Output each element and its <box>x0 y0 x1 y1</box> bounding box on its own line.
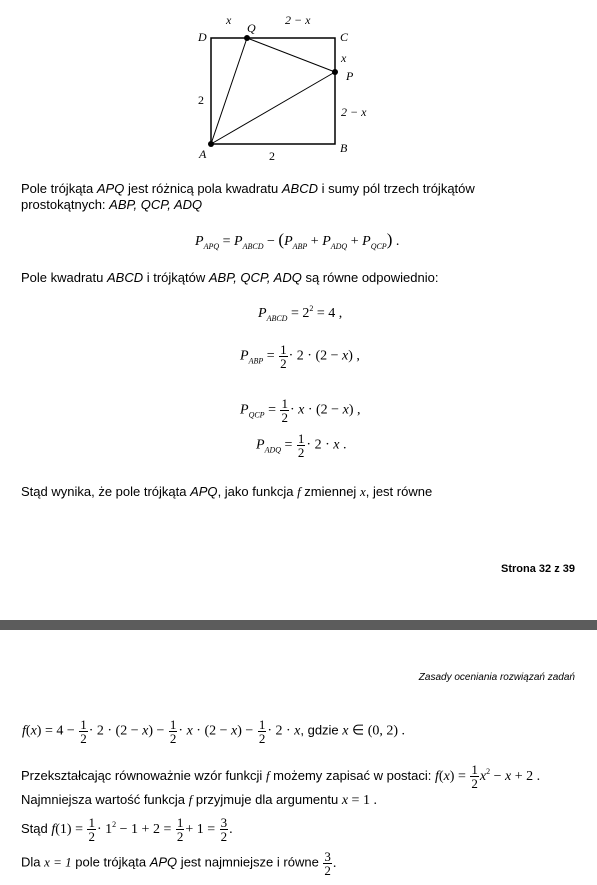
variable-value: x = 1 <box>44 854 72 870</box>
text: jest różnicą pola kwadratu <box>124 181 282 196</box>
vertex-c-label: C <box>340 30 349 44</box>
text: i trójkątów <box>143 270 209 285</box>
triangle-names: ABP, QCP, ADQ <box>208 270 302 285</box>
label-cp: x <box>341 51 347 65</box>
paragraph-function-intro <box>21 484 432 500</box>
page-header-title: Zasady oceniania rozwiązań zadań <box>418 672 575 683</box>
vertex-a-label: A <box>199 147 207 161</box>
paragraph-conclusion <box>21 850 336 877</box>
text: są równe odpowiednio: <box>301 270 439 285</box>
paragraph-minimum <box>21 792 377 809</box>
function-symbol: f <box>297 484 301 499</box>
text: , jest równe <box>365 484 433 499</box>
function-symbol: f <box>265 768 270 783</box>
formula-fx: f(x) = 4 − $\frac{1}{2}$ · 2 · (2 − x) − $\frac{1}{2}$ · x · (2 − x) − $\frac{1}{2}$ · 2 · x, gdzie x ∈ (0, 2) . <box>22 717 406 746</box>
vertex-p-label: P <box>346 69 354 83</box>
vertex-d-label: D <box>198 30 207 44</box>
formula-area-abp: $P_{ABP}$ = $\frac{1}{2}$ · 2 · (2 − x) , <box>240 342 360 371</box>
label-dq: x <box>226 13 232 27</box>
formula-area-adq: $P_{ADQ}$ = $\frac{1}{2}$ · 2 · x . <box>256 431 347 460</box>
text: Pole kwadratu <box>21 270 107 285</box>
vertex-q-label: Q <box>247 21 256 35</box>
text: przyjmuje dla argumentu <box>192 792 342 807</box>
text: i sumy pól trzech trójkątów <box>318 181 475 196</box>
triangle-name: APQ <box>190 484 218 499</box>
text: Przekształcając równoważnie wzór funkcji <box>21 768 266 783</box>
square-name: ABCD <box>107 270 144 285</box>
page-divider <box>0 620 597 630</box>
point-p <box>332 69 338 75</box>
text: pole trójkąta <box>71 854 150 870</box>
square-name: ABCD <box>281 181 318 196</box>
formula-area-qcp: $P_{QCP}$ = $\frac{1}{2}$ · x · (2 − x) , <box>240 396 361 425</box>
paragraph-value <box>21 814 233 843</box>
paragraph-transform <box>21 762 540 790</box>
square-abcd <box>211 38 335 144</box>
formula-f1: f(1) = $\frac{1}{2}$ · $1^2 - 1 + 2$ = $\frac{1}{2}$ + 1 = $\frac{3}{2}$ . <box>51 815 233 845</box>
text: Dla <box>21 854 45 870</box>
point-a <box>208 141 214 147</box>
formula-final-value: $\frac{3}{2}$ . <box>324 849 337 878</box>
page-number: Strona 32 z 39 <box>501 563 575 575</box>
segment-ap <box>211 72 335 144</box>
text: Stąd <box>21 821 52 836</box>
text: możemy zapisać w postaci: <box>269 768 436 783</box>
formula-fx-simplified: f(x) = $\frac{1}{2}$ $x^2 - x + 2$ . <box>435 762 541 792</box>
triangle-names: ABP, QCP, ADQ <box>109 197 203 212</box>
text: Najmniejsza wartość funkcja <box>21 792 189 807</box>
label-ab: 2 <box>269 149 275 163</box>
text: zmiennej <box>300 484 360 499</box>
text: prostokątnych: <box>21 197 110 212</box>
point-q <box>244 35 250 41</box>
label-qc: 2 − x <box>285 13 311 27</box>
text: Stąd wynika, że pole trójkąta <box>21 484 191 499</box>
segment-aq <box>211 38 247 144</box>
formula-area-abcd: $P_{ABCD} = 2^2 = 4$ , <box>258 304 343 323</box>
segment-qp <box>247 38 335 72</box>
square-figure <box>190 10 390 170</box>
paragraph-areas-intro <box>21 270 438 286</box>
formula-main: $P_{APQ} = P_{ABCD} - (P_{ABP} + P_{ADQ} + P_{QCP})$ . <box>195 230 400 251</box>
variable-symbol: x <box>359 484 366 499</box>
text: Pole trójkąta <box>21 181 97 196</box>
formula-x-equals-1: x = 1 . <box>341 793 377 808</box>
text: jest najmniejsze i równe <box>177 854 323 870</box>
text: , gdzie <box>300 722 343 738</box>
label-ad: 2 <box>198 93 204 107</box>
text: , jako funkcja <box>217 484 298 499</box>
function-symbol: f <box>188 792 193 807</box>
triangle-name: APQ <box>96 181 125 196</box>
paragraph-intro <box>21 181 475 213</box>
vertex-b-label: B <box>340 141 348 155</box>
label-pb: 2 − x <box>341 105 367 119</box>
triangle-name: APQ <box>149 854 178 870</box>
